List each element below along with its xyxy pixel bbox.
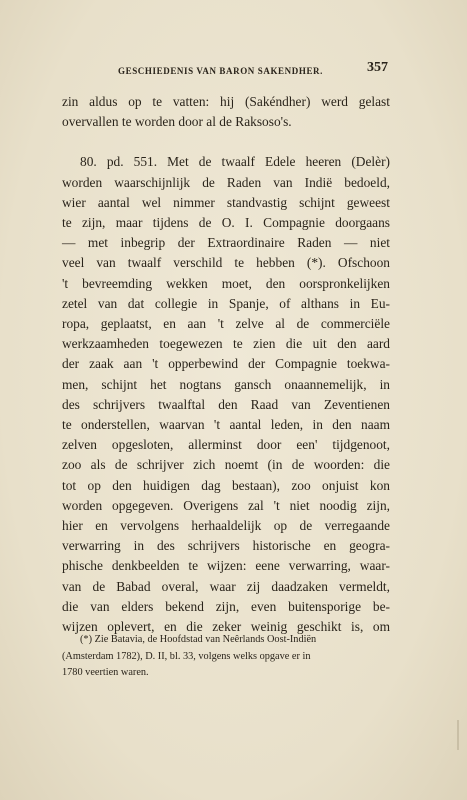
footnote-line: 1780 veertien waren.: [62, 667, 149, 678]
text-line: — met inbegrip der Extraordinaire Raden — niet: [62, 235, 390, 251]
text-line: ropa, geplaatst, en aan 't zelve al de commerciële: [62, 316, 390, 332]
text-line: zetel van dat collegie in Spanje, of althans in Eu-: [62, 295, 390, 311]
text-line: te onderstellen, waarvan 't aantal leden, in den naam: [62, 417, 390, 433]
footnote: [62, 632, 390, 682]
text-line: zelven opgesloten, allerminst door een' tijdgenoot,: [62, 437, 390, 453]
footnote-line: (Amsterdam 1782), D. II, bl. 33, volgens welks opgave er in: [62, 650, 311, 662]
text-line: zin aldus op te vatten: hij (Sakéndher) werd gelast: [62, 94, 390, 109]
text-line: die van elders bekend zijn, even buitensporige be-: [62, 598, 390, 614]
text-line: hier en vervolgens herhaaldelijk op de verregaande: [62, 518, 390, 534]
running-head: GESCHIEDENIS VAN BARON SAKENDHER.: [118, 66, 324, 76]
text-line: overvallen te worden door al de Raksoso's.: [62, 114, 292, 130]
text-line: wier aantal wel nimmer standvastig schijnt geweest: [62, 194, 390, 210]
text-line: van de Babad overal, waar zij daadzaken vermeldt,: [62, 578, 390, 594]
footnote-line: (*) Zie Batavia, de Hoofdstad van Neêrlands Oost-Indiën: [80, 634, 317, 645]
body-text: [62, 92, 390, 637]
text-line: des schrijvers twaalftal den Raad van Zeventienen: [62, 396, 390, 412]
paragraph-gap: [62, 132, 390, 152]
page-header: [0, 60, 467, 80]
page-edge-mark: [451, 720, 459, 750]
text-line: zoo als de schrijver zich noemt (in de woorden: die: [62, 457, 390, 473]
text-line: wijzen oplevert, en die zeker weinig geschikt is, om: [62, 619, 390, 635]
text-line: te zijn, maar tijdens de O. I. Compagnie doorgaans: [62, 215, 390, 231]
page-number: 357: [367, 60, 388, 75]
text-line: worden waarschijnlijk de Raden van Indië bedoeld,: [62, 174, 390, 190]
text-line: men, schijnt het nogtans gansch onaannemelijk, in: [62, 376, 390, 392]
text-line: worden opgegeven. Overigens zal 't niet noodig zijn,: [62, 497, 390, 513]
text-line: phische denkbeelden te wijzen: eene verwarring, waar-: [62, 558, 390, 574]
text-line: 80. pd. 551. Met de twaalf Edele heeren (Delèr): [80, 154, 390, 170]
text-line: veel van twaalf verschild te hebben (*). Ofschoon: [62, 255, 390, 271]
text-line: werkzaamheden toegewezen te zien die uit den aard: [62, 336, 390, 352]
text-line: tot op den huidigen dag bestaan), zoo onjuist kon: [62, 477, 390, 493]
text-line: 't bevreemding wekken moet, den oorspronkelijken: [62, 275, 390, 291]
text-line: der zaak aan 't opperbewind der Compagnie toekwa-: [62, 356, 390, 372]
text-line: verwarring in des schrijvers historische en geogra-: [62, 538, 390, 554]
